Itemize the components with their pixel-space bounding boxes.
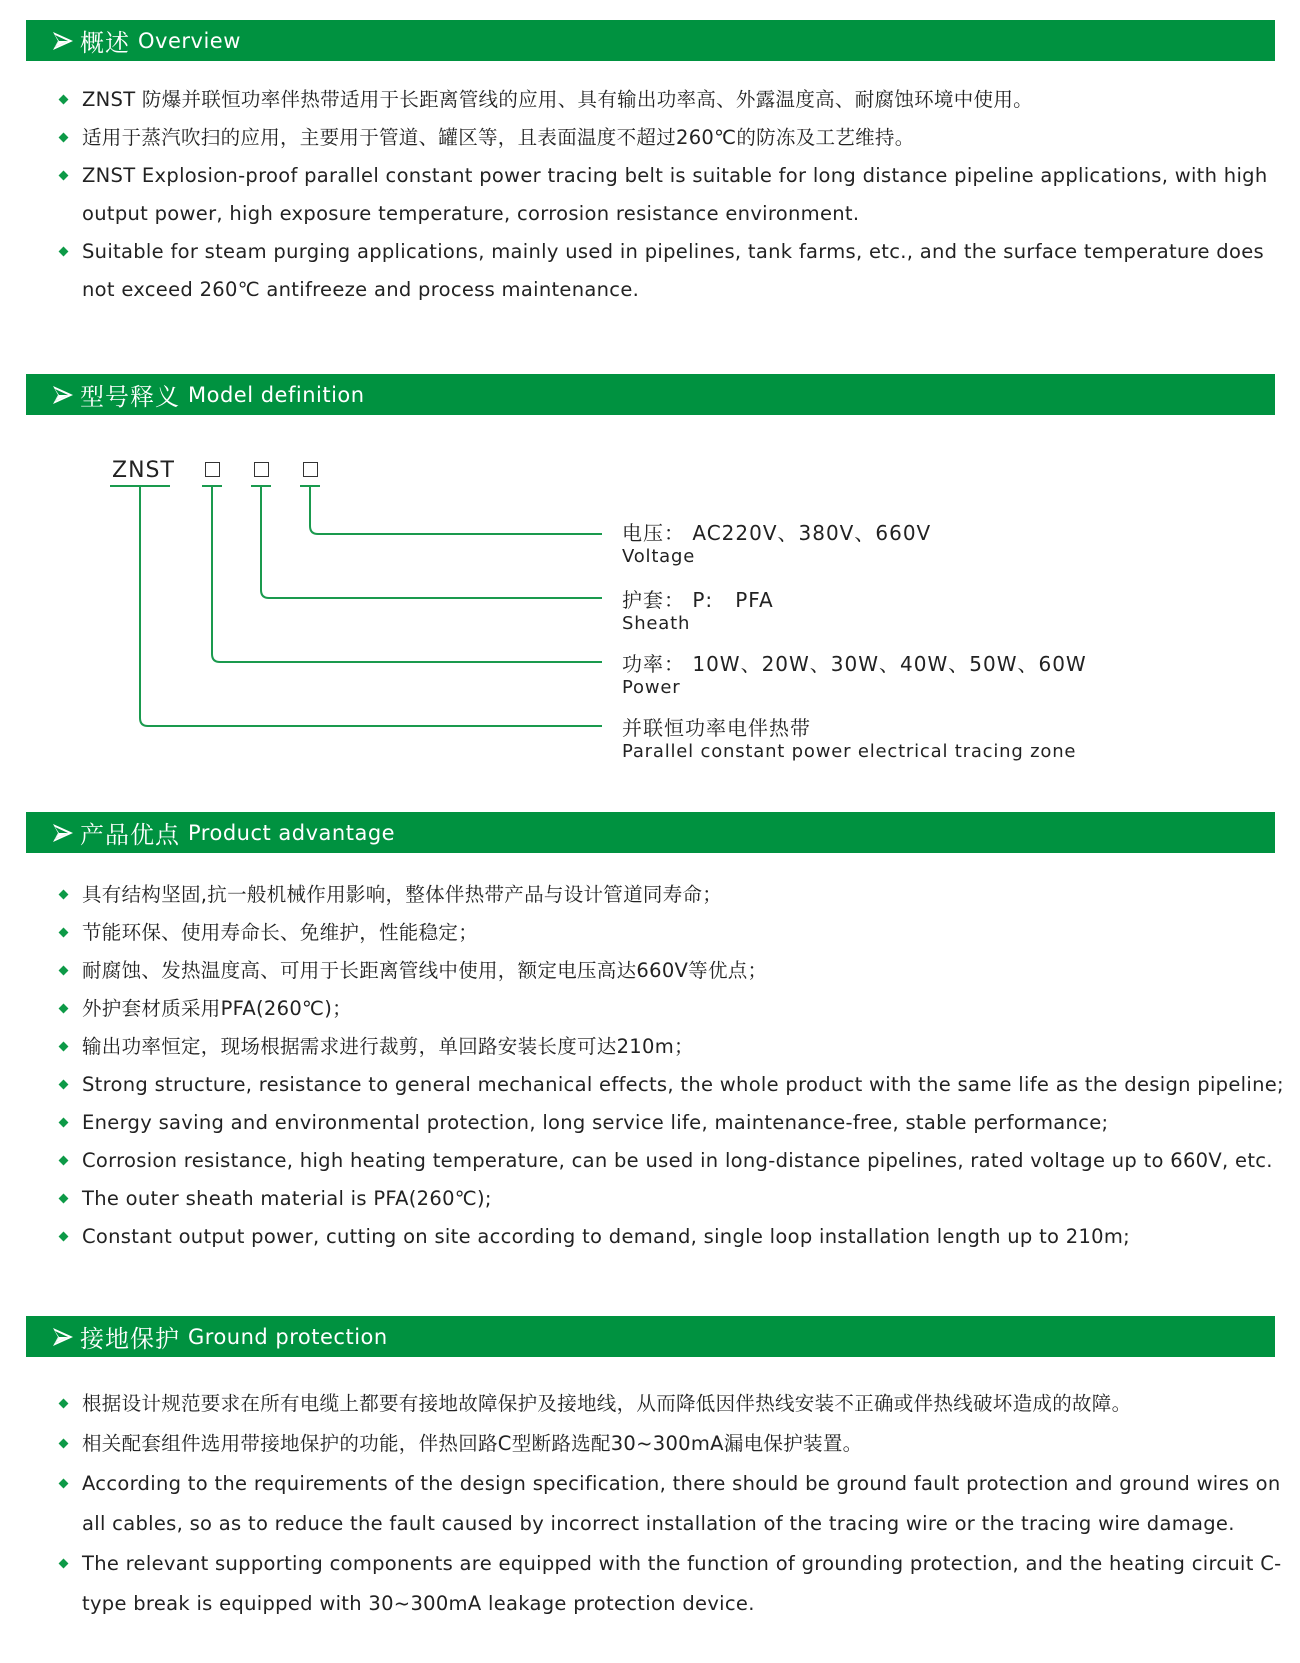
arrow-right-icon: [52, 384, 74, 406]
arrow-right-icon: [52, 1326, 74, 1348]
list-item: [58, 1218, 1288, 1256]
diamond-bullet-icon: [59, 1399, 69, 1409]
list-item-text: 适用于蒸汽吹扫的应用，主要用于管道、罐区等，且表面温度不超过260℃的防冻及工艺维持。: [82, 126, 915, 149]
list-item: [58, 81, 1288, 119]
diamond-bullet-icon: [59, 1118, 69, 1128]
diamond-bullet-icon: [59, 247, 69, 257]
list-item-text: The relevant supporting components are equipped with the function of grounding protection, and the heating circuit C-type break is equipped with 30~300mA leakage protection device.: [82, 1552, 1282, 1615]
list-item-text: Corrosion resistance, high heating temperature, can be used in long-distance pipelines, rated voltage up to 660V, etc.: [82, 1149, 1273, 1172]
list-item-text: 外护套材质采用PFA(260℃)；: [82, 997, 352, 1020]
list-item-text: 具有结构坚固,抗一般机械作用影响，整体伴热带产品与设计管道同寿命；: [82, 883, 723, 906]
ground-list: [58, 1384, 1288, 1624]
definition-product: [622, 715, 1076, 763]
section-title-en: Model definition: [188, 382, 365, 407]
list-item: [58, 1066, 1288, 1104]
list-item-text: 输出功率恒定，现场根据需求进行裁剪，单回路安装长度可达210m；: [82, 1035, 694, 1058]
section-header-ground-protection: [26, 1316, 1275, 1357]
diamond-bullet-icon: [59, 1559, 69, 1569]
diamond-bullet-icon: [59, 1080, 69, 1090]
connector-power: [212, 486, 602, 662]
list-item: [58, 157, 1288, 233]
list-item: [58, 1028, 1288, 1066]
diamond-bullet-icon: [59, 1479, 69, 1489]
definition-label-cn: 功率：: [622, 652, 685, 676]
list-item-text: According to the requirements of the design specification, there should be ground fault protection and ground wires on all cables, so as to reduce the fault caused by incorrect installation of the tracing wire or the tracing wire damage.: [82, 1472, 1281, 1535]
diamond-bullet-icon: [59, 966, 69, 976]
definition-label-en: Power: [622, 677, 681, 698]
definition-value: 10W、20W、30W、40W、50W、60W: [692, 652, 1087, 676]
definition-label-cn: 并联恒功率电伴热带: [622, 716, 811, 740]
list-item: [58, 914, 1288, 952]
diamond-bullet-icon: [59, 1194, 69, 1204]
diamond-bullet-icon: [59, 133, 69, 143]
definition-value: P: PFA: [692, 588, 774, 612]
list-item: [58, 990, 1288, 1028]
arrow-right-icon: [52, 822, 74, 844]
list-item-text: Constant output power, cutting on site according to demand, single loop installation length up to 210m;: [82, 1225, 1131, 1248]
model-code: ZNST: [112, 458, 175, 483]
list-item-text: 节能环保、使用寿命长、免维护，性能稳定；: [82, 921, 479, 944]
connector-product: [140, 486, 602, 726]
list-item: [58, 1424, 1288, 1464]
section-title-cn: 概述: [80, 29, 130, 57]
list-item-text: ZNST Explosion-proof parallel constant power tracing belt is suitable for long distance pipeline applications, with high output power, high exposure temperature, corrosion resistance environment.: [82, 164, 1268, 225]
diamond-bullet-icon: [59, 171, 69, 181]
section-header-model-definition: [26, 374, 1275, 415]
overview-list: [58, 81, 1288, 309]
definition-label-cn: 电压：: [622, 521, 685, 545]
definition-label-en: Sheath: [622, 613, 691, 634]
definition-sheath: [622, 587, 774, 635]
list-item-text: The outer sheath material is PFA(260℃);: [82, 1187, 492, 1210]
definition-label-en: Voltage: [622, 546, 696, 567]
list-item: [58, 952, 1288, 990]
diamond-bullet-icon: [59, 1439, 69, 1449]
list-item: [58, 1544, 1288, 1624]
diamond-bullet-icon: [59, 1156, 69, 1166]
arrow-right-icon: [52, 30, 74, 52]
list-item-text: 相关配套组件选用带接地保护的功能，伴热回路C型断路选配30~300mA漏电保护装置。: [82, 1432, 863, 1455]
placeholder-box-voltage: [303, 462, 318, 477]
connector-sheath: [261, 486, 602, 598]
placeholder-box-sheath: [254, 462, 269, 477]
definition-voltage: [622, 520, 931, 568]
section-title-cn: 接地保护: [80, 1325, 180, 1353]
list-item: [58, 119, 1288, 157]
diamond-bullet-icon: [59, 928, 69, 938]
diamond-bullet-icon: [59, 95, 69, 105]
section-header-product-advantage: [26, 812, 1275, 853]
list-item: [58, 1180, 1288, 1218]
list-item-text: Energy saving and environmental protection, long service life, maintenance-free, stable performance;: [82, 1111, 1109, 1134]
diamond-bullet-icon: [59, 1042, 69, 1052]
section-title-en: Product advantage: [188, 820, 396, 845]
list-item-text: ZNST 防爆并联恒功率伴热带适用于长距离管线的应用、具有输出功率高、外露温度高、耐腐蚀环境中使用。: [82, 88, 1033, 111]
list-item-text: 耐腐蚀、发热温度高、可用于长距离管线中使用，额定电压高达660V等优点；: [82, 959, 768, 982]
list-item: [58, 1104, 1288, 1142]
list-item-text: Suitable for steam purging applications, mainly used in pipelines, tank farms, etc., and the surface temperature does not exceed 260℃ antifreeze and process maintenance.: [82, 240, 1264, 301]
list-item: [58, 1142, 1288, 1180]
list-item: [58, 876, 1288, 914]
definition-label-en: Parallel constant power electrical tracing zone: [622, 741, 1077, 762]
definition-label-cn: 护套：: [622, 588, 685, 612]
diamond-bullet-icon: [59, 1004, 69, 1014]
connector-voltage: [310, 486, 602, 534]
list-item-text: Strong structure, resistance to general mechanical effects, the whole product with the same life as the design pipeline;: [82, 1073, 1284, 1096]
section-header-overview: [26, 20, 1275, 61]
advantage-list: [58, 876, 1288, 1256]
section-title-cn: 型号释义: [80, 383, 180, 411]
diamond-bullet-icon: [59, 890, 69, 900]
definition-power: [622, 651, 1087, 699]
list-item: [58, 1384, 1288, 1424]
list-item-text: 根据设计规范要求在所有电缆上都要有接地故障保护及接地线，从而降低因伴热线安装不正确或伴热线破坏造成的故障。: [82, 1392, 1132, 1415]
list-item: [58, 1464, 1288, 1544]
section-title-en: Overview: [138, 28, 241, 53]
diamond-bullet-icon: [59, 1232, 69, 1242]
list-item: [58, 233, 1288, 309]
placeholder-box-power: [205, 462, 220, 477]
section-title-cn: 产品优点: [80, 821, 180, 849]
section-title-en: Ground protection: [188, 1324, 388, 1349]
model-code-diagram: [0, 430, 1300, 770]
definition-value: AC220V、380V、660V: [692, 521, 932, 545]
